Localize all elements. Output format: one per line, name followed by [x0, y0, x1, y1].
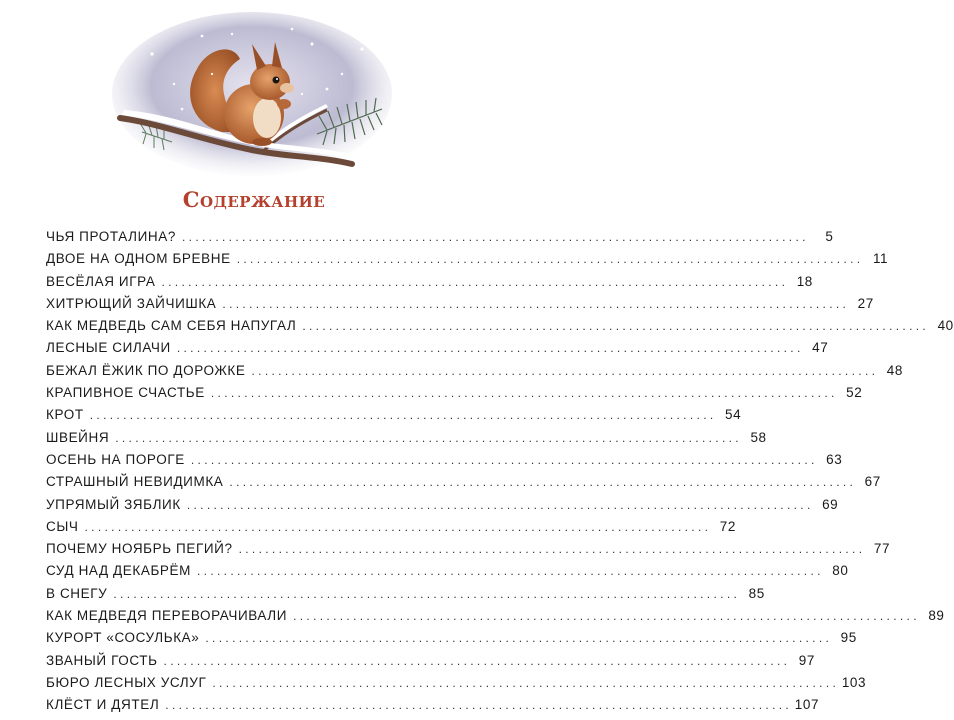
toc-leader-dots: [302, 319, 925, 333]
toc-leader-dots: [197, 564, 820, 578]
toc-leader-dots: [222, 297, 845, 311]
toc-entry-title: КАК МЕДВЕДЯ ПЕРЕВОРАЧИВАЛИ: [46, 608, 288, 624]
squirrel-eye: [273, 77, 280, 84]
toc-entry: [46, 541, 891, 563]
squirrel-foot: [252, 138, 272, 146]
squirrel-head: [250, 64, 290, 100]
toc-entry-title: ЗВАНЫЙ ГОСТЬ: [46, 652, 158, 668]
squirrel-muzzle: [280, 83, 294, 93]
toc-entry-title: БЮРО ЛЕСНЫХ УСЛУГ: [46, 674, 207, 690]
toc-entry-page: 85: [748, 585, 765, 601]
toc-entry-title: КЛЁСТ И ДЯТЕЛ: [46, 697, 160, 713]
toc-entry-title: КАК МЕДВЕДЬ САМ СЕБЯ НАПУГАЛ: [46, 318, 297, 334]
toc-leader-dots: [165, 698, 788, 712]
toc-entry: [46, 318, 954, 340]
toc-leader-dots: [177, 341, 800, 355]
toc-leader-dots: [205, 631, 828, 645]
toc-leader-dots: [237, 252, 860, 266]
toc-entry: [46, 585, 765, 608]
toc-entry-page: 97: [798, 652, 815, 668]
toc-entry: [46, 674, 867, 697]
toc-entry-page: 58: [750, 429, 767, 445]
squirrel-belly: [253, 98, 281, 138]
toc-entry-title: ВЕСЁЛАЯ ИГРА: [46, 273, 156, 289]
squirrel-paws: [277, 99, 291, 109]
toc-entry-page: 69: [822, 496, 839, 512]
toc-entry-title: УПРЯМЫЙ ЗЯБЛИК: [46, 496, 181, 512]
toc-entry: [46, 295, 874, 318]
toc-entry-page: 89: [928, 608, 945, 624]
toc-entry-page: 54: [724, 407, 742, 423]
toc-entry-title: КРАПИВНОЕ СЧАСТЬЕ: [46, 385, 205, 401]
toc-leader-dots: [182, 230, 805, 244]
toc-entry: [46, 251, 889, 273]
toc-entry: [46, 340, 829, 362]
toc-entry-title: ШВЕЙНЯ: [46, 429, 110, 445]
toc-entry-title: ХИТРЮЩИЙ ЗАЙЧИШКА: [46, 295, 217, 311]
toc-entry: [46, 496, 839, 519]
squirrel-illustration: [112, 14, 394, 182]
toc-entry-page: 77: [873, 541, 891, 557]
toc-leader-dots: [115, 431, 738, 445]
toc-leader-dots: [293, 609, 916, 623]
toc-leader-dots: [212, 676, 835, 690]
toc-entry: [46, 451, 843, 474]
toc-entry: [46, 429, 767, 452]
toc-entry-page: 107: [794, 697, 820, 713]
toc-entry: [46, 229, 834, 251]
toc-entry: [46, 630, 857, 652]
toc-entry: [46, 273, 813, 296]
toc-entry-title: БЕЖАЛ ЁЖИК ПО ДОРОЖКЕ: [46, 362, 246, 378]
toc-entry-title: СЫЧ: [46, 518, 79, 534]
toc-entry-page: 5: [825, 229, 834, 244]
toc-entry-title: ЧЬЯ ПРОТАЛИНА?: [46, 229, 176, 244]
toc-entry-page: 52: [846, 385, 863, 401]
toc-entry: [46, 385, 863, 407]
toc-entry-title: КУРОРТ «СОСУЛЬКА»: [46, 630, 200, 646]
toc-entry-title: ОСЕНЬ НА ПОРОГЕ: [46, 451, 185, 467]
toc-entry-page: 95: [840, 630, 857, 646]
toc-entry: [46, 407, 742, 429]
contents-heading: Содержание: [182, 187, 326, 212]
toc-entry-page: 67: [864, 474, 881, 490]
toc-leader-dots: [90, 408, 713, 422]
toc-leader-dots: [85, 520, 708, 534]
toc-entry-page: 27: [857, 295, 874, 311]
toc-leader-dots: [251, 364, 874, 378]
toc-leader-dots: [161, 275, 784, 289]
toc-entry: [46, 518, 736, 541]
toc-entry-page: 48: [886, 362, 903, 378]
toc-entry-title: В СНЕГУ: [46, 585, 108, 601]
toc-entry-title: СУД НАД ДЕКАБРЁМ: [46, 563, 191, 579]
toc-entry: [46, 563, 849, 585]
toc-entry: [46, 697, 820, 719]
toc-entry: [46, 362, 903, 385]
toc-leader-dots: [191, 453, 814, 467]
toc-leader-dots: [211, 386, 834, 400]
toc-entry-title: ПОЧЕМУ НОЯБРЬ ПЕГИЙ?: [46, 541, 233, 557]
toc-leader-dots: [187, 498, 810, 512]
toc-entry-page: 63: [826, 451, 843, 467]
table-of-contents: [46, 229, 954, 720]
toc-entry-title: СТРАШНЫЙ НЕВИДИМКА: [46, 474, 224, 490]
toc-leader-dots: [229, 475, 852, 489]
toc-leader-dots: [164, 654, 787, 668]
toc-entry-page: 11: [872, 251, 889, 267]
toc-entry-page: 47: [812, 340, 829, 356]
toc-entry-page: 40: [937, 318, 954, 334]
toc-entry-page: 18: [796, 273, 813, 289]
toc-entry: [46, 474, 881, 496]
toc-entry-title: ЛЕСНЫЕ СИЛАЧИ: [46, 340, 171, 356]
toc-entry-page: 72: [719, 518, 736, 534]
toc-entry-page: 80: [832, 563, 849, 579]
toc-entry: [46, 652, 815, 675]
toc-entry-title: ДВОЕ НА ОДНОМ БРЕВНЕ: [46, 251, 231, 267]
toc-leader-dots: [113, 587, 736, 601]
toc-entry: [46, 608, 945, 630]
toc-entry-page: 103: [841, 674, 867, 690]
toc-leader-dots: [239, 542, 862, 556]
toc-entry-title: КРОТ: [46, 407, 84, 423]
